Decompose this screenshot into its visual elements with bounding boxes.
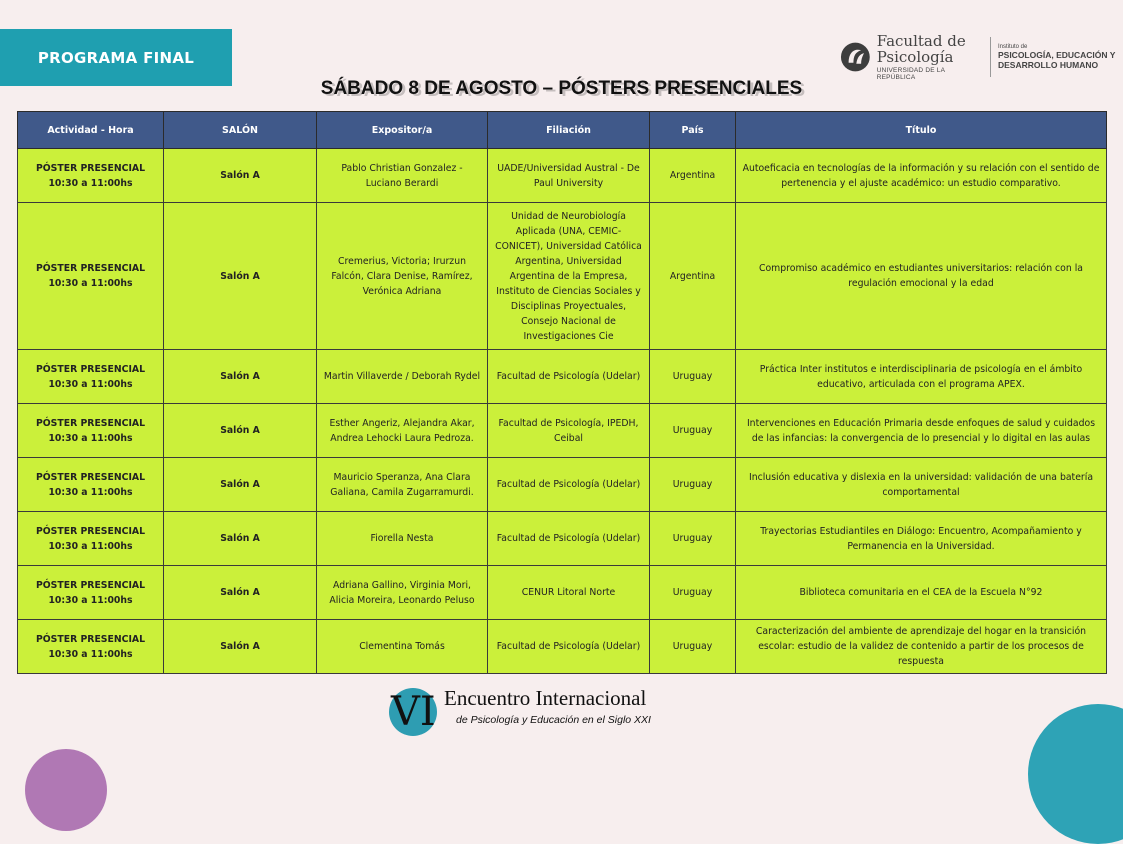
pais-cell: Argentina [650,203,736,350]
faculty-name-line2: Psicología [876,48,954,66]
table-row [18,404,1107,458]
table-row [18,458,1107,512]
event-logo [388,686,708,741]
salon-cell: Salón A [164,512,317,566]
faculty-name-block [877,33,981,81]
activity-time: 10:30 a 11:00hs [48,378,133,390]
header-salon: SALÓN [164,112,317,149]
expositor-cell: Martin Villaverde / Deborah Rydel [317,350,488,404]
activity-time: 10:30 a 11:00hs [48,648,133,660]
activity-cell [18,458,164,512]
institute-prefix: Instituto de [997,44,1028,50]
titulo-cell: Práctica Inter institutos e interdisciplinaria de psicología en el ámbito educativo, articulada con el programa APEX. [736,350,1107,404]
logo-divider [990,37,991,77]
pais-cell: Uruguay [650,350,736,404]
activity-cell [18,149,164,203]
event-title: Encuentro Internacional [444,686,647,710]
salon-cell: Salón A [164,404,317,458]
activity-cell [18,566,164,620]
activity-time: 10:30 a 11:00hs [48,540,133,552]
header-actividad: Actividad - Hora [18,112,164,149]
filiacion-cell: Unidad de Neurobiología Aplicada (UNA, CEMIC-CONICET), Universidad Católica Argentina, Universidad Argentina de la Empresa, Instituto de Ciencias Sociales y Disciplinas Proyectuales, Consejo Nacional de Investigaciones Cie [488,203,650,350]
titulo-cell: Caracterización del ambiente de aprendizaje del hogar en la transición escolar: estudio de la validez de contenido a partir de los procesos de respuesta [736,620,1107,674]
expositor-cell: Esther Angeriz, Alejandra Akar, Andrea Lehocki Laura Pedroza. [317,404,488,458]
table-row [18,203,1107,350]
titulo-cell: Intervenciones en Educación Primaria desde enfoques de salud y cuidados de las infancias: la convergencia de lo presencial y lo digital en las aulas [736,404,1107,458]
pais-cell: Argentina [650,149,736,203]
activity-type: PÓSTER PRESENCIAL [35,525,146,537]
expositor-cell: Clementina Tomás [317,620,488,674]
activity-time: 10:30 a 11:00hs [48,177,133,189]
titulo-cell: Biblioteca comunitaria en el CEA de la Escuela N°92 [736,566,1107,620]
activity-cell [18,350,164,404]
pais-cell: Uruguay [650,566,736,620]
titulo-cell: Inclusión educativa y dislexia en la universidad: validación de una batería comportamental [736,458,1107,512]
expositor-cell: Cremerius, Victoria; Irurzun Falcón, Clara Denise, Ramírez, Verónica Adriana [317,203,488,350]
banner-label: PROGRAMA FINAL [37,48,195,67]
salon-cell: Salón A [164,566,317,620]
expositor-cell: Adriana Gallino, Virginia Mori, Alicia Moreira, Leonardo Peluso [317,566,488,620]
event-edition: VI [391,689,436,735]
salon-cell: Salón A [164,458,317,512]
filiacion-cell: Facultad de Psicología (Udelar) [488,458,650,512]
activity-cell [18,620,164,674]
activity-type: PÓSTER PRESENCIAL [35,471,146,483]
pais-cell: Uruguay [650,620,736,674]
salon-cell: Salón A [164,203,317,350]
header-titulo: Título [736,112,1107,149]
filiacion-cell: UADE/Universidad Austral - De Paul University [488,149,650,203]
filiacion-cell: Facultad de Psicología (Udelar) [488,512,650,566]
titulo-cell: Compromiso académico en estudiantes universitarios: relación con la regulación emocional y la edad [736,203,1107,350]
activity-type: PÓSTER PRESENCIAL [35,162,146,174]
activity-time: 10:30 a 11:00hs [48,432,133,444]
pais-cell: Uruguay [650,512,736,566]
page-title: SÁBADO 8 DE AGOSTO – PÓSTERS PRESENCIALES [320,78,803,99]
faculty-name-line1: Facultad de [876,32,966,50]
faculty-logo [840,33,1123,81]
expositor-cell: Mauricio Speranza, Ana Clara Galiana, Camila Zugarramurdi. [317,458,488,512]
activity-time: 10:30 a 11:00hs [48,486,133,498]
program-table [17,111,1107,674]
activity-cell [18,203,164,350]
institute-name: PSICOLOGÍA, EDUCACIÓN Y DESARROLLO HUMANO [997,50,1116,70]
activity-type: PÓSTER PRESENCIAL [35,417,146,429]
header-filiacion: Filiación [488,112,650,149]
activity-time: 10:30 a 11:00hs [48,594,133,606]
titulo-cell: Autoeficacia en tecnologías de la información y su relación con el sentido de pertenencia y el ajuste académico: un estudio comparativo. [736,149,1107,203]
activity-cell [18,512,164,566]
titulo-cell: Trayectorias Estudiantiles en Diálogo: Encuentro, Acompañamiento y Permanencia en la Universidad. [736,512,1107,566]
table-row [18,350,1107,404]
institute-block [998,44,1123,70]
expositor-cell: Fiorella Nesta [317,512,488,566]
activity-type: PÓSTER PRESENCIAL [35,363,146,375]
salon-cell: Salón A [164,620,317,674]
filiacion-cell: Facultad de Psicología, IPEDH, Ceibal [488,404,650,458]
header-expositor: Expositor/a [317,112,488,149]
pais-cell: Uruguay [650,458,736,512]
filiacion-cell: Facultad de Psicología (Udelar) [488,620,650,674]
table-row [18,149,1107,203]
salon-cell: Salón A [164,350,317,404]
activity-type: PÓSTER PRESENCIAL [35,633,146,645]
filiacion-cell: Facultad de Psicología (Udelar) [488,350,650,404]
psychology-logo-icon [840,41,871,73]
salon-cell: Salón A [164,149,317,203]
table-row [18,512,1107,566]
activity-type: PÓSTER PRESENCIAL [35,263,146,274]
table-row [18,620,1107,674]
activity-time: 10:30 a 11:00hs [48,278,133,289]
filiacion-cell: CENUR Litoral Norte [488,566,650,620]
table-row [18,566,1107,620]
pais-cell: Uruguay [650,404,736,458]
header-pais: País [650,112,736,149]
university-name: UNIVERSIDAD DE LA REPÚBLICA [876,67,945,81]
expositor-cell: Pablo Christian Gonzalez - Luciano Berardi [317,149,488,203]
activity-cell [18,404,164,458]
activity-type: PÓSTER PRESENCIAL [35,579,146,591]
event-subtitle: de Psicología y Educación en el Siglo XXI [456,714,651,726]
decorative-circle-purple [25,749,107,831]
decorative-circle-teal [1028,704,1123,844]
table-header-row [18,112,1107,149]
